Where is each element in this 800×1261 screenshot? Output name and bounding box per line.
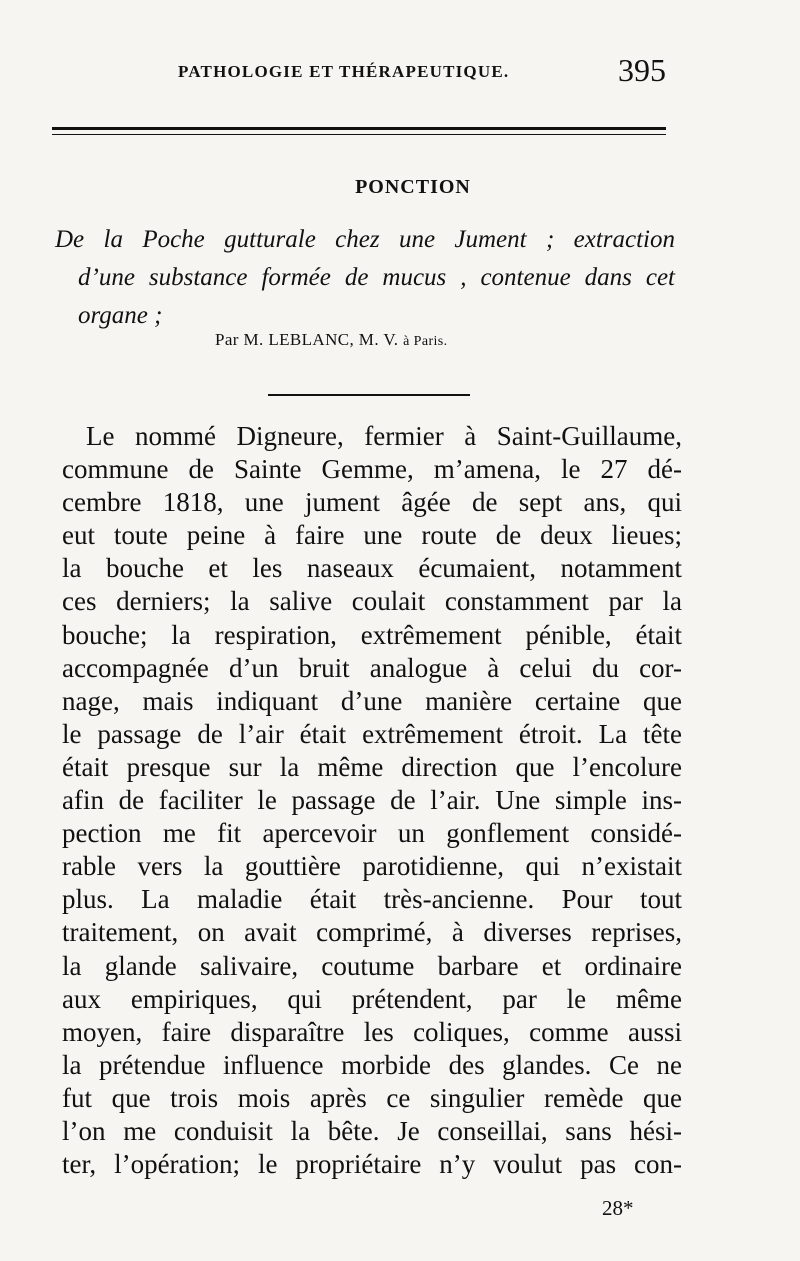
body-line: la bouche et les naseaux écumaient, notamment [62,553,682,584]
body-line: nage, mais indiquant d’une manière certaine que [62,685,682,716]
body-line: l’on me conduisit la bête. Je conseillai, sans hési- [62,1115,682,1146]
body-line: la prétendue influence morbide des glandes. Ce ne [62,1049,682,1080]
body-line: traitement, on avait comprimé, à diverses reprises, [62,917,682,948]
body-line: plus. La maladie était très-ancienne. Pour tout [62,884,682,915]
body-line: était presque sur la même direction que l’encolure [62,751,682,782]
body-line: ces derniers; la salive coulait constamment par la [62,586,682,617]
author-name: Par M. LEBLANC, M. V. [215,330,399,349]
subtitle-line-1: De la Poche gutturale chez une Jument ; extraction [55,226,675,253]
page-number: 395 [618,52,666,88]
author-location: à Paris. [403,334,448,349]
body-line: accompagnée d’un bruit analogue à celui du cor- [62,652,682,683]
author-line [215,330,448,350]
header-rule-thick [52,127,666,130]
body-line: eut toute peine à faire une route de deux lieues; [62,520,682,551]
signature-mark: 28* [602,1196,634,1220]
body-line: afin de faciliter le passage de l’air. Une simple ins- [62,785,682,816]
body-line: commune de Sainte Gemme, m’amena, le 27 dé- [62,454,682,485]
body-line: rable vers la gouttière parotidienne, qui n’existait [62,851,682,882]
running-title: PATHOLOGIE ET THÉRAPEUTIQUE. [178,62,510,81]
subtitle-line-3: organe ; [78,302,163,329]
subtitle-line-2: d’une substance formée de mucus , contenue dans cet [78,264,675,291]
body-line: cembre 1818, une jument âgée de sept ans, qui [62,487,682,518]
body-line: bouche; la respiration, extrêmement pénible, était [62,619,682,650]
body-line: la glande salivaire, coutume barbare et ordinaire [62,950,682,981]
body-line: moyen, faire disparaître les coliques, comme aussi [62,1016,682,1047]
section-divider [268,394,470,396]
body-paragraph [62,420,682,1181]
body-line: pection me fit apercevoir un gonflement considé- [62,818,682,849]
body-line: le passage de l’air était extrêmement étroit. La tête [62,718,682,749]
body-line: Le nommé Digneure, fermier à Saint-Guillaume, [86,421,682,451]
article-title: PONCTION [355,176,471,198]
body-line: ter, l’opération; le propriétaire n’y voulut pas con- [62,1149,682,1180]
body-line: fut que trois mois après ce singulier remède que [62,1082,682,1113]
header-rule-thin [52,134,666,135]
body-line: aux empiriques, qui prétendent, par le même [62,983,682,1014]
